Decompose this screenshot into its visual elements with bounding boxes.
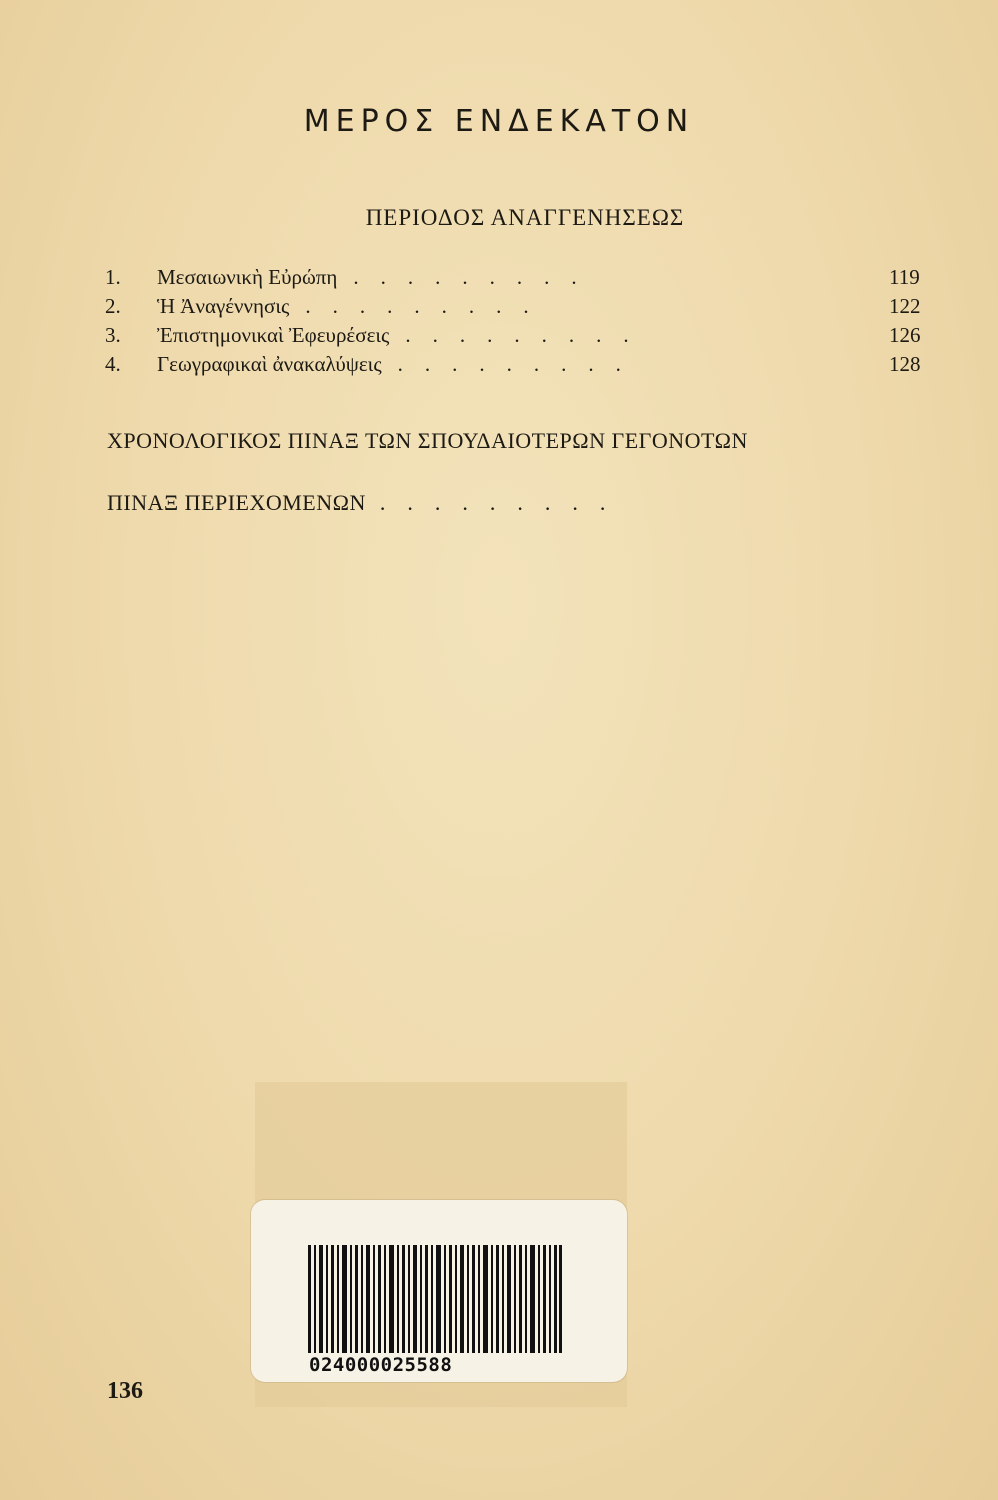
- barcode-number: 024000025588: [309, 1354, 453, 1376]
- toc-entry: [105, 263, 935, 292]
- leader-dots: .........: [353, 265, 599, 289]
- toc-title: Γεωγραφικαὶ ἀνακαλύψεις: [157, 352, 382, 376]
- contents-table-heading-row: [107, 490, 867, 516]
- toc-page: 126: [889, 323, 921, 347]
- leader-dots: .........: [405, 323, 651, 347]
- toc-number: 3.: [105, 323, 121, 347]
- toc-number: 1.: [105, 265, 121, 289]
- toc-entry: [105, 321, 935, 350]
- toc-entry: [105, 292, 935, 321]
- leader-dots: .........: [305, 294, 551, 318]
- toc-entry: [105, 350, 935, 379]
- page-number: 136: [107, 1378, 143, 1404]
- leader-dots: .........: [379, 490, 628, 515]
- barcode-sticker: [251, 1200, 627, 1382]
- barcode-icon: [308, 1245, 562, 1353]
- toc-page: 119: [889, 265, 920, 289]
- toc-title: Ἐπιστημονικαὶ Ἐφευρέσεις: [157, 323, 390, 347]
- leader-dots: .........: [397, 352, 643, 376]
- toc-page: 122: [889, 294, 921, 318]
- toc-title: Μεσαιωνικὴ Εὐρώπη: [157, 265, 338, 289]
- table-of-contents: [105, 263, 935, 379]
- toc-number: 4.: [105, 352, 121, 376]
- toc-number: 2.: [105, 294, 121, 318]
- toc-page: 128: [889, 352, 921, 376]
- part-title: ΜΕΡΟΣ ΕΝΔΕΚΑΤΟΝ: [303, 104, 695, 139]
- chronological-table-heading: ΧΡΟΝΟΛΟΓΙΚΟΣ ΠΙΝΑΞ ΤΩΝ ΣΠΟΥΔΑΙΟΤΕΡΩΝ ΓΕΓΟΝΟΤΩΝ: [107, 428, 748, 453]
- section-title: ΠΕΡΙΟΔΟΣ ΑΝΑΓΓΕΝΗΣΕΩΣ: [365, 205, 685, 230]
- contents-table-heading: ΠΙΝΑΞ ΠΕΡΙΕΧΟΜΕΝΩΝ: [107, 490, 366, 515]
- toc-title: Ἡ Ἀναγέννησις: [157, 294, 290, 318]
